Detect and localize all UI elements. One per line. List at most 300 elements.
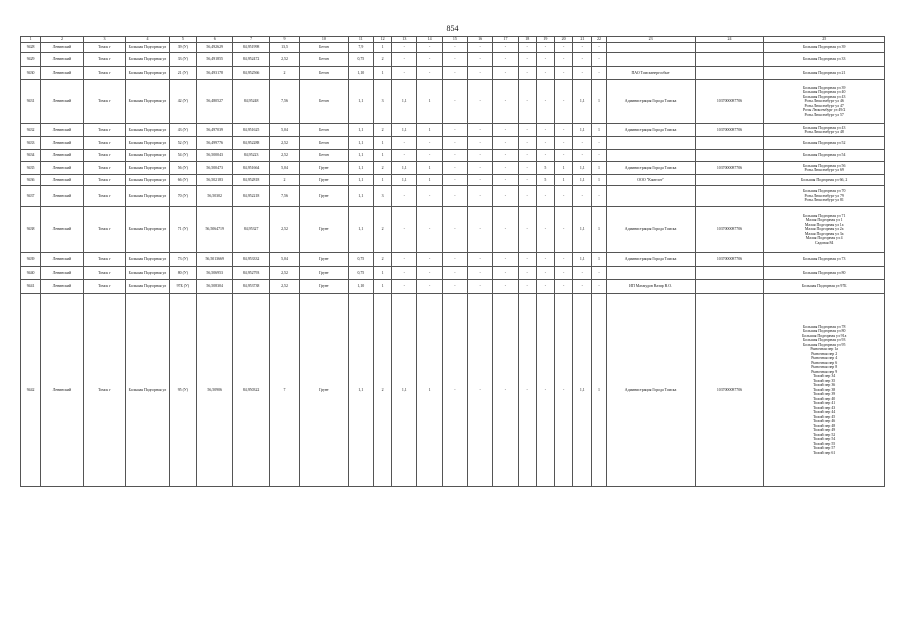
cell-owner: ПАО Томскэнергосбыт	[606, 67, 695, 80]
address-line: Большая Подгорная ул 52	[802, 140, 846, 145]
cell-owner	[606, 267, 695, 280]
cell-c18: -	[536, 186, 554, 207]
cell-district: Ленинский	[41, 80, 83, 124]
registry-table	[20, 36, 885, 487]
cell-surface: Грунт	[300, 207, 349, 253]
cell-owner	[606, 137, 695, 150]
cell-c12: 1,1	[392, 80, 417, 124]
cell-c16: -	[493, 124, 518, 137]
address-line: Тихий пер 38	[813, 387, 836, 392]
address-line: Большая Подгорная ул 54	[802, 153, 846, 158]
cell-c20: 1,1	[573, 80, 592, 124]
cell-street: Большая Подгорная ул	[126, 67, 170, 80]
cell-house: 33 (У)	[169, 53, 196, 67]
cell-count: 2	[373, 207, 391, 253]
cell-c12: -	[392, 67, 417, 80]
cell-house: 42 (У)	[169, 80, 196, 124]
cell-c16: -	[493, 207, 518, 253]
cell-owner: Администрация Города Томска	[606, 207, 695, 253]
cell-addresses	[764, 137, 885, 150]
cell-c12: -	[392, 137, 417, 150]
cell-lat: 56,497039	[197, 124, 233, 137]
cell-house: 39 (У)	[169, 43, 196, 53]
cell-area: 2,52	[269, 150, 299, 162]
cell-c19: -	[555, 137, 573, 150]
cell-street: Большая Подгорная ул	[126, 207, 170, 253]
cell-district: Ленинский	[41, 137, 83, 150]
cell-c21: -	[592, 53, 606, 67]
cell-house: 70 (У)	[169, 186, 196, 207]
address-line: Большая Подгорная ул 39	[802, 45, 846, 50]
cell-vol: 1,1	[348, 137, 373, 150]
cell-c20: -	[573, 43, 592, 53]
cell-city: Томск г	[83, 137, 125, 150]
cell-c14: -	[442, 150, 467, 162]
cell-c18: -	[536, 253, 554, 267]
cell-addresses	[764, 80, 885, 124]
cell-id: 9437	[21, 186, 41, 207]
cell-house: 43 (У)	[169, 124, 196, 137]
cell-addresses	[764, 186, 885, 207]
cell-c14: -	[442, 175, 467, 186]
cell-c16: -	[493, 280, 518, 294]
cell-city: Томск г	[83, 80, 125, 124]
cell-house: 66 (У)	[169, 175, 196, 186]
cell-c21: 1	[592, 207, 606, 253]
cell-id: 9434	[21, 150, 41, 162]
address-line: Большая Подгорная ул 40	[802, 90, 846, 95]
address-line: Малая Подгорная ул 1а	[804, 222, 844, 227]
cell-lat: 56,5064719	[197, 207, 233, 253]
table-row	[21, 280, 885, 294]
cell-ogrn: 1037000087706	[695, 80, 764, 124]
cell-house: 54 (У)	[169, 150, 196, 162]
cell-vol: 1,1	[348, 80, 373, 124]
cell-c20: 1,1	[573, 294, 592, 487]
cell-count: 2	[373, 124, 391, 137]
cell-addresses	[764, 267, 885, 280]
address-line: Рыночная пер 1а	[810, 347, 838, 352]
cell-ogrn	[695, 186, 764, 207]
address-line: Тихий пер 55	[813, 441, 836, 446]
cell-c17: -	[518, 162, 536, 175]
cell-id: 9438	[21, 207, 41, 253]
cell-ogrn: 1037000087706	[695, 124, 764, 137]
cell-c12: -	[392, 280, 417, 294]
column-number: 20	[555, 37, 573, 43]
cell-lon: 84,952288	[233, 137, 269, 150]
cell-c12: 1,1	[392, 124, 417, 137]
column-number: 18	[518, 37, 536, 43]
cell-c20: -	[573, 67, 592, 80]
cell-lat: 56,500473	[197, 162, 233, 175]
cell-house: 97Б (У)	[169, 280, 196, 294]
cell-district: Ленинский	[41, 253, 83, 267]
cell-city: Томск г	[83, 294, 125, 487]
cell-owner: Администрация Города Томска	[606, 80, 695, 124]
cell-lon: 84,951664	[233, 162, 269, 175]
cell-city: Томск г	[83, 253, 125, 267]
cell-c15: -	[468, 175, 493, 186]
cell-c18: -	[536, 67, 554, 80]
address-line: Тихий пер 57	[813, 446, 836, 451]
address-line: Большая Подгорная ул 73	[802, 257, 846, 262]
cell-c17: -	[518, 207, 536, 253]
cell-street: Большая Подгорная ул	[126, 253, 170, 267]
cell-c20: -	[573, 186, 592, 207]
cell-city: Томск г	[83, 175, 125, 186]
address-line: Тихий пер 41	[813, 401, 836, 406]
cell-c13: 1	[417, 294, 442, 487]
cell-id: 9440	[21, 267, 41, 280]
address-line: Розы Люксембург ул 57	[804, 112, 844, 117]
cell-c20: -	[573, 137, 592, 150]
cell-lon: 84,952218	[233, 186, 269, 207]
cell-c17: -	[518, 67, 536, 80]
address-line: Тихий пер 61	[813, 450, 836, 455]
cell-owner: Администрация Города Томска	[606, 294, 695, 487]
cell-c16: -	[493, 267, 518, 280]
cell-c13: -	[417, 253, 442, 267]
table-row	[21, 124, 885, 137]
column-number: 14	[417, 37, 442, 43]
cell-ogrn: 1037000087706	[695, 207, 764, 253]
cell-lon: 84,952566	[233, 67, 269, 80]
address-line: Тихий пер 36	[813, 383, 836, 388]
cell-c16: -	[493, 137, 518, 150]
cell-c19: 1	[555, 162, 573, 175]
address-line: Большая Подгорная ул 93	[802, 338, 846, 343]
cell-c19: -	[555, 186, 573, 207]
cell-surface: Бетон	[300, 80, 349, 124]
cell-count: 1	[373, 280, 391, 294]
address-line: Малая Подгорная ул 4	[805, 236, 843, 241]
cell-district: Ленинский	[41, 53, 83, 67]
cell-c15: -	[468, 53, 493, 67]
cell-vol: 0,75	[348, 53, 373, 67]
cell-vol: 7,9	[348, 43, 373, 53]
cell-area: 2,52	[269, 53, 299, 67]
cell-street: Большая Подгорная ул	[126, 186, 170, 207]
cell-c20: 1,1	[573, 207, 592, 253]
cell-c12: -	[392, 43, 417, 53]
cell-c12: 1,1	[392, 294, 417, 487]
cell-c15: -	[468, 267, 493, 280]
table-row	[21, 253, 885, 267]
cell-c12: -	[392, 207, 417, 253]
cell-c12: 1,1	[392, 175, 417, 186]
cell-c12: 1,1	[392, 162, 417, 175]
cell-ogrn: 1037000087706	[695, 253, 764, 267]
cell-lat: 56,502183	[197, 175, 233, 186]
address-line: Большая Подгорная ул 95	[802, 342, 846, 347]
cell-c19: -	[555, 150, 573, 162]
cell-owner	[606, 53, 695, 67]
table-row	[21, 80, 885, 124]
cell-c20: 1,1	[573, 253, 592, 267]
cell-c14: -	[442, 267, 467, 280]
table-row	[21, 67, 885, 80]
cell-c18: -	[536, 137, 554, 150]
address-line: Большая Подгорная ул 70	[802, 189, 846, 194]
cell-addresses	[764, 253, 885, 267]
cell-c19: -	[555, 267, 573, 280]
cell-c16: -	[493, 53, 518, 67]
address-line: Рыночная пер 4	[811, 356, 838, 361]
cell-c15: -	[468, 253, 493, 267]
cell-street: Большая Подгорная ул	[126, 175, 170, 186]
column-number: 22	[592, 37, 606, 43]
cell-surface: Грунт	[300, 186, 349, 207]
cell-district: Ленинский	[41, 186, 83, 207]
cell-surface: Бетон	[300, 67, 349, 80]
cell-lat: 56,492629	[197, 43, 233, 53]
cell-count: 1	[373, 67, 391, 80]
cell-house: 80 (У)	[169, 267, 196, 280]
address-line: Тихий пер 35	[813, 378, 836, 383]
address-line: Розы Люксембург ул 47	[804, 103, 844, 108]
cell-street: Большая Подгорная ул	[126, 267, 170, 280]
cell-count: 2	[373, 53, 391, 67]
cell-c16: -	[493, 80, 518, 124]
cell-c19: -	[555, 53, 573, 67]
cell-lat: 56,499776	[197, 137, 233, 150]
cell-addresses	[764, 280, 885, 294]
address-line: Рыночная пер 6	[811, 360, 838, 365]
cell-c13: -	[417, 150, 442, 162]
column-number: 2	[41, 37, 83, 43]
cell-city: Томск г	[83, 124, 125, 137]
cell-c12: -	[392, 186, 417, 207]
cell-c14: -	[442, 280, 467, 294]
address-line: Большая Подгорная ул 21	[802, 70, 846, 75]
cell-owner: Администрация Города Томска	[606, 124, 695, 137]
address-line: Тихий пер 39	[813, 392, 836, 397]
address-line: Большая Подгорная ул 80	[802, 270, 846, 275]
cell-area: 2,52	[269, 207, 299, 253]
address-line: Большая Подгорная ул 43	[802, 125, 846, 130]
cell-c13: -	[417, 207, 442, 253]
cell-c17: -	[518, 267, 536, 280]
address-line: Большая Подгорная ул 80	[802, 329, 846, 334]
cell-addresses	[764, 175, 885, 186]
cell-vol: 0,75	[348, 253, 373, 267]
cell-vol: 1,1	[348, 294, 373, 487]
cell-c16: -	[493, 150, 518, 162]
cell-c17: -	[518, 43, 536, 53]
address-line: Рыночная пер 2	[811, 351, 838, 356]
cell-c20: 1,1	[573, 124, 592, 137]
cell-street: Большая Подгорная ул	[126, 280, 170, 294]
cell-c21: 1	[592, 80, 606, 124]
cell-c12: -	[392, 150, 417, 162]
cell-street: Большая Подгорная ул	[126, 53, 170, 67]
address-line: Тихий пер 48	[813, 423, 836, 428]
cell-c14: -	[442, 67, 467, 80]
column-number: 24	[695, 37, 764, 43]
cell-count: 1	[373, 137, 391, 150]
cell-district: Ленинский	[41, 267, 83, 280]
cell-c21: 1	[592, 175, 606, 186]
cell-c12: -	[392, 53, 417, 67]
address-line: Розы Люксембург ул 79	[804, 193, 844, 198]
cell-c16: -	[493, 175, 518, 186]
cell-owner: ИП Махмудов Вазир В.О.	[606, 280, 695, 294]
cell-lon: 84,952793	[233, 267, 269, 280]
cell-ogrn: 1037000087706	[695, 294, 764, 487]
cell-c19: -	[555, 280, 573, 294]
column-number: 9	[269, 37, 299, 43]
cell-surface: Бетон	[300, 150, 349, 162]
table-row	[21, 162, 885, 175]
column-number: 17	[493, 37, 518, 43]
address-line: Рыночная пер 9	[811, 369, 838, 374]
cell-surface: Грунт	[300, 280, 349, 294]
address-line: Тихий пер 34	[813, 374, 836, 379]
cell-owner: Администрация Города Томска	[606, 253, 695, 267]
address-line: Большая Подгорная ул 78	[802, 324, 846, 329]
cell-vol: 1,1	[348, 186, 373, 207]
cell-owner	[606, 43, 695, 53]
cell-c13: 1	[417, 175, 442, 186]
column-number: 21	[573, 37, 592, 43]
cell-owner	[606, 150, 695, 162]
column-number: 6	[197, 37, 233, 43]
cell-city: Томск г	[83, 67, 125, 80]
cell-c14: -	[442, 253, 467, 267]
address-line: Тихий пер 43	[813, 405, 836, 410]
cell-surface: Бетон	[300, 53, 349, 67]
address-line: Большая Подгорная ул 71	[802, 213, 846, 218]
cell-c21: 1	[592, 124, 606, 137]
column-number: 11	[348, 37, 373, 43]
cell-ogrn	[695, 280, 764, 294]
table-row	[21, 150, 885, 162]
cell-c18: -	[536, 294, 554, 487]
address-line: Тихий пер 49	[813, 428, 836, 433]
cell-id: 9436	[21, 175, 41, 186]
cell-area: 5,04	[269, 162, 299, 175]
cell-lon: 84,951998	[233, 43, 269, 53]
cell-owner: Администрация Города Томска	[606, 162, 695, 175]
cell-c15: -	[468, 294, 493, 487]
cell-c16: -	[493, 186, 518, 207]
cell-lat: 56,5013669	[197, 253, 233, 267]
cell-c18: -	[536, 124, 554, 137]
cell-district: Ленинский	[41, 43, 83, 53]
cell-c14: -	[442, 43, 467, 53]
cell-ogrn	[695, 175, 764, 186]
address-line: Садовая 84	[814, 240, 834, 245]
cell-c19: -	[555, 207, 573, 253]
cell-c16: -	[493, 162, 518, 175]
cell-ogrn	[695, 43, 764, 53]
cell-c13: 1	[417, 124, 442, 137]
cell-street: Большая Подгорная ул	[126, 80, 170, 124]
cell-house: 95 (У)	[169, 294, 196, 487]
cell-c18: -	[536, 53, 554, 67]
cell-surface: Бетон	[300, 124, 349, 137]
cell-c21: -	[592, 267, 606, 280]
cell-c15: -	[468, 43, 493, 53]
address-line: Малая Подгорная ул 1	[805, 218, 843, 223]
column-number: 10	[300, 37, 349, 43]
cell-c19: -	[555, 80, 573, 124]
cell-c20: -	[573, 53, 592, 67]
cell-c17: -	[518, 80, 536, 124]
cell-count: 1	[373, 267, 391, 280]
address-line: Большая Подгорная ул 33	[802, 57, 846, 62]
cell-street: Большая Подгорная ул	[126, 43, 170, 53]
cell-house: 21 (У)	[169, 67, 196, 80]
cell-c17: -	[518, 294, 536, 487]
cell-lat: 56,480527	[197, 80, 233, 124]
address-line: Тихий пер 40	[813, 396, 836, 401]
address-line: Большая Подгорная ул 43	[802, 94, 846, 99]
cell-id: 9439	[21, 253, 41, 267]
cell-c21: -	[592, 280, 606, 294]
cell-c16: -	[493, 67, 518, 80]
cell-surface: Бетон	[300, 137, 349, 150]
cell-c13: -	[417, 53, 442, 67]
cell-addresses	[764, 53, 885, 67]
cell-vol: 0,75	[348, 267, 373, 280]
cell-lon: 84,950322	[233, 294, 269, 487]
cell-c18: -	[536, 207, 554, 253]
cell-street: Большая Подгорная ул	[126, 124, 170, 137]
cell-district: Ленинский	[41, 67, 83, 80]
cell-c15: -	[468, 162, 493, 175]
address-line: Розы Люксембург ул 46	[804, 99, 844, 104]
cell-city: Томск г	[83, 267, 125, 280]
address-line: Тихий пер 44	[813, 410, 836, 415]
cell-city: Томск г	[83, 280, 125, 294]
cell-surface: Грунт	[300, 175, 349, 186]
cell-c14: -	[442, 80, 467, 124]
cell-id: 9432	[21, 124, 41, 137]
column-number: 25	[764, 37, 885, 43]
cell-c15: -	[468, 124, 493, 137]
column-number: 16	[468, 37, 493, 43]
cell-count: 2	[373, 294, 391, 487]
cell-c15: -	[468, 80, 493, 124]
cell-c20: -	[573, 280, 592, 294]
cell-c15: -	[468, 186, 493, 207]
table-row	[21, 267, 885, 280]
cell-c17: -	[518, 253, 536, 267]
cell-ogrn	[695, 53, 764, 67]
cell-vol: 1,1	[348, 162, 373, 175]
table-row	[21, 137, 885, 150]
cell-owner: ООО "Камелот"	[606, 175, 695, 186]
cell-house: 73 (У)	[169, 253, 196, 267]
cell-house: 71 (У)	[169, 207, 196, 253]
cell-addresses	[764, 67, 885, 80]
cell-addresses	[764, 124, 885, 137]
cell-city: Томск г	[83, 43, 125, 53]
cell-area: 5,04	[269, 124, 299, 137]
cell-district: Ленинский	[41, 124, 83, 137]
column-number: 4	[126, 37, 170, 43]
cell-addresses	[764, 43, 885, 53]
cell-c21: -	[592, 67, 606, 80]
cell-c21: -	[592, 137, 606, 150]
cell-count: 1	[373, 43, 391, 53]
cell-c17: -	[518, 124, 536, 137]
cell-lat: 56,500043	[197, 150, 233, 162]
cell-count: 2	[373, 253, 391, 267]
cell-c21: -	[592, 150, 606, 162]
